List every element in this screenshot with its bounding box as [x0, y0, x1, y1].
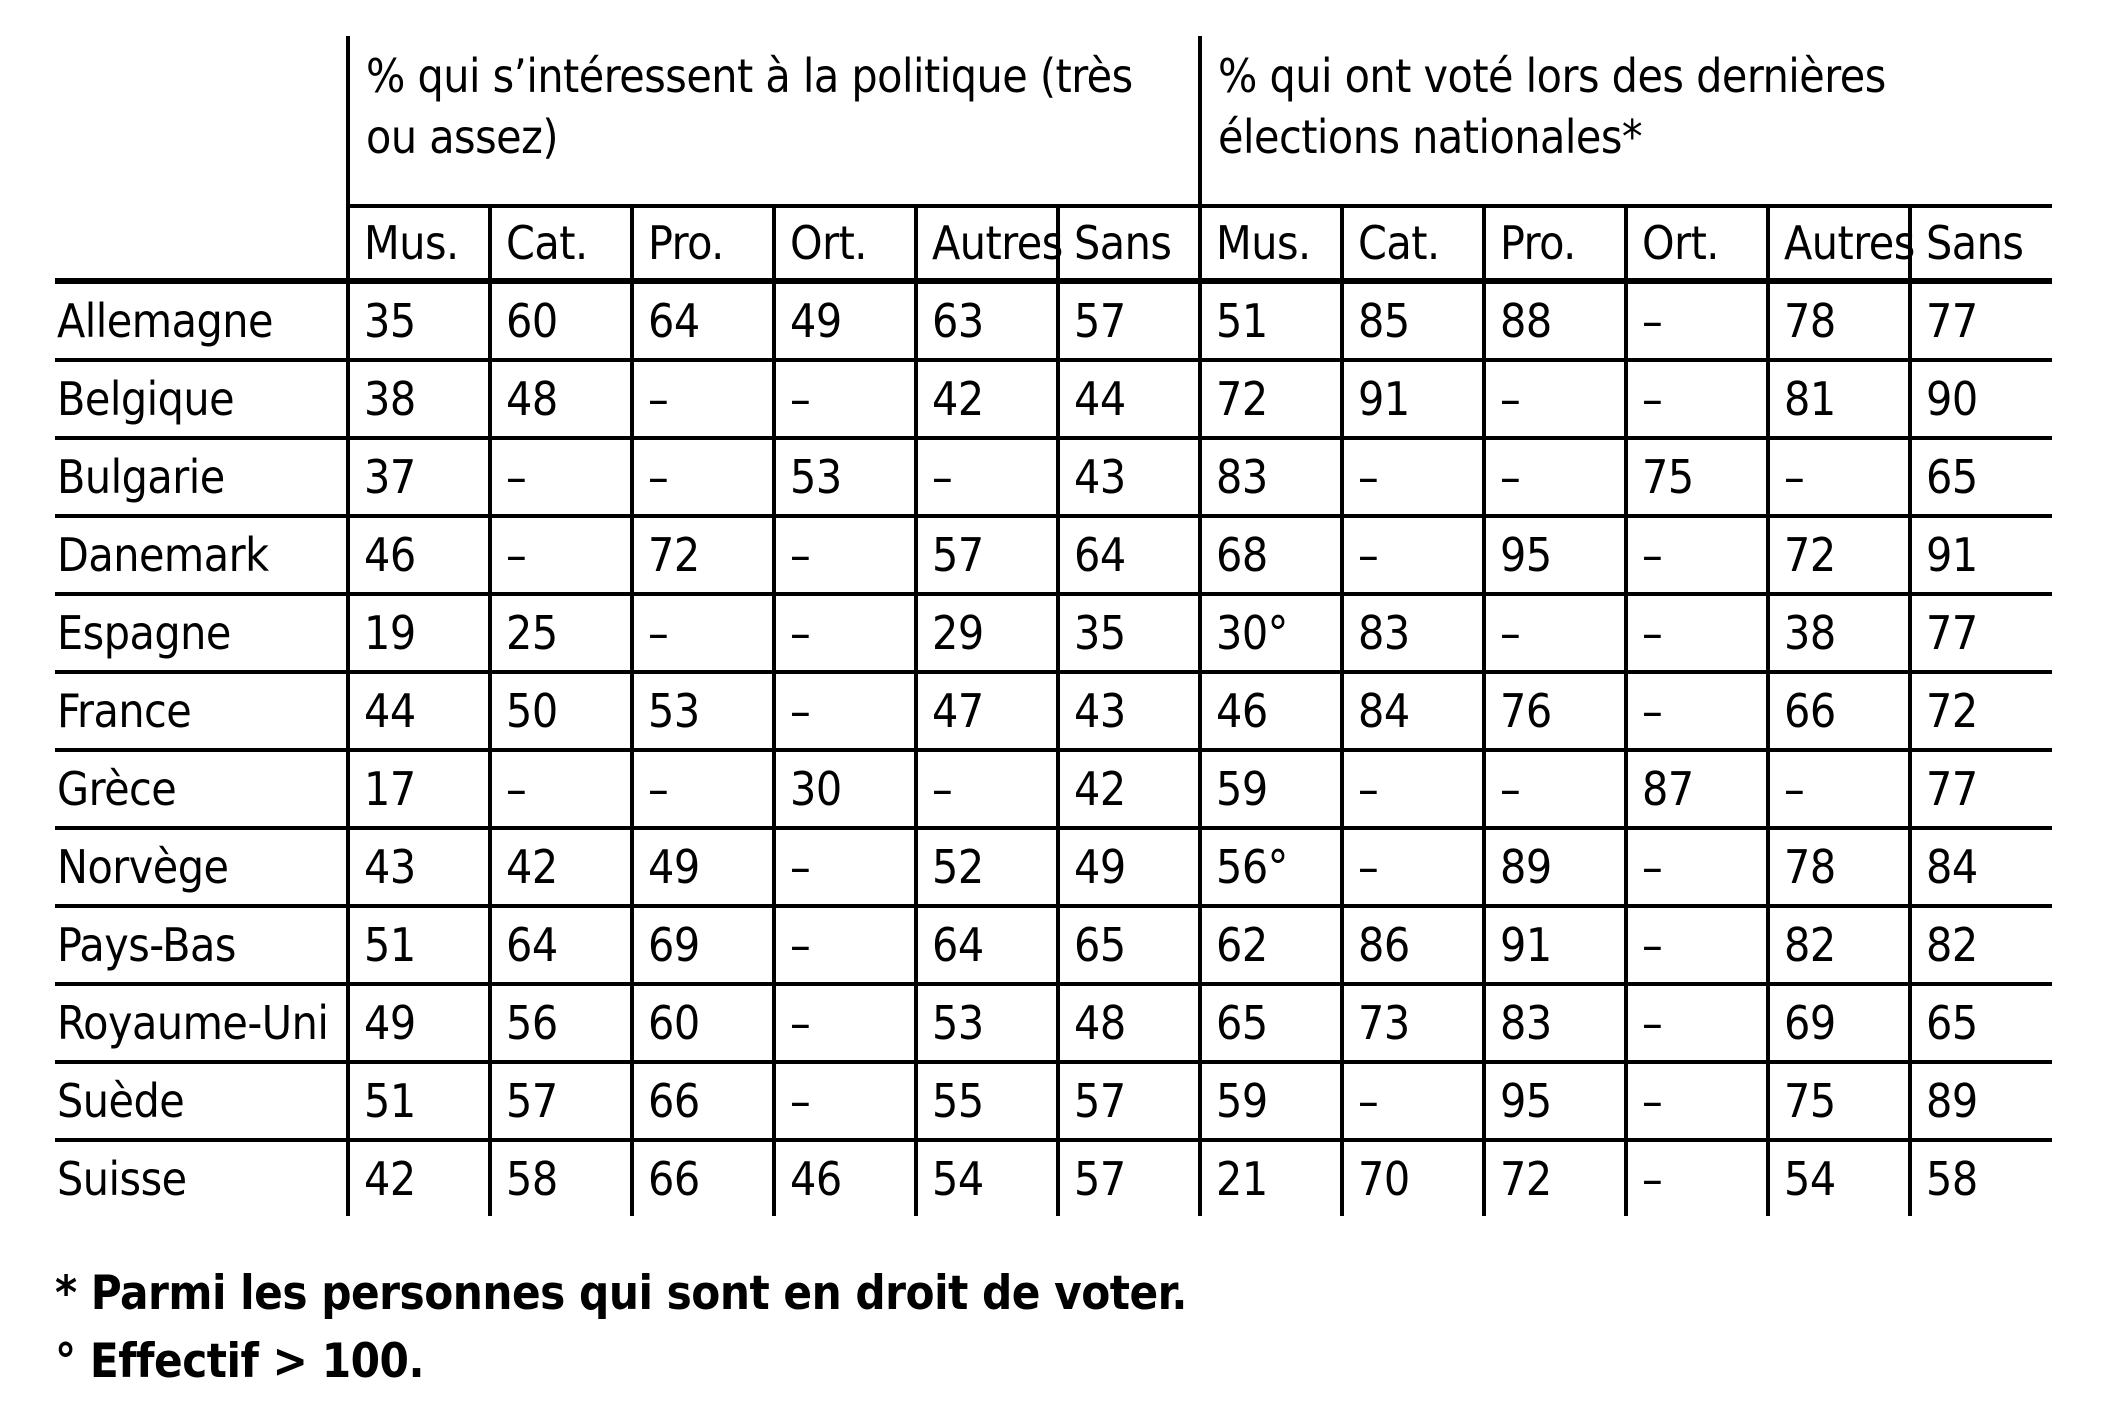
vote-value: 82: [1768, 906, 1910, 984]
vote-value: 68: [1200, 516, 1342, 594]
country-label: Grèce: [55, 750, 348, 828]
country-label: Allemagne: [55, 281, 348, 360]
interest-value: 57: [916, 516, 1058, 594]
vote-value: 89: [1910, 1062, 2052, 1140]
vote-value: 95: [1484, 516, 1626, 594]
vote-value: 78: [1768, 828, 1910, 906]
col-header-g1-sans: Sans: [1058, 206, 1200, 281]
interest-value: –: [916, 438, 1058, 516]
interest-value: 19: [348, 594, 490, 672]
vote-value: 51: [1200, 281, 1342, 360]
interest-value: 49: [1058, 828, 1200, 906]
group-header-row: [55, 36, 2052, 206]
vote-value: –: [1342, 750, 1484, 828]
col-header-g1-cat: Cat.: [490, 206, 632, 281]
religion-politics-table: [55, 36, 2052, 1216]
vote-value: –: [1626, 516, 1768, 594]
interest-value: 30: [774, 750, 916, 828]
interest-value: 57: [1058, 1062, 1200, 1140]
interest-value: 48: [490, 360, 632, 438]
corner-cell: [55, 36, 348, 206]
col-header-g2-cat: Cat.: [1342, 206, 1484, 281]
vote-value: 69: [1768, 984, 1910, 1062]
interest-value: 44: [348, 672, 490, 750]
interest-value: –: [490, 438, 632, 516]
interest-value: 17: [348, 750, 490, 828]
table-row: [55, 594, 2052, 672]
vote-value: 77: [1910, 594, 2052, 672]
vote-value: –: [1484, 360, 1626, 438]
interest-value: 25: [490, 594, 632, 672]
vote-value: 72: [1910, 672, 2052, 750]
interest-value: 52: [916, 828, 1058, 906]
interest-value: 55: [916, 1062, 1058, 1140]
interest-value: 51: [348, 1062, 490, 1140]
interest-value: 64: [632, 281, 774, 360]
interest-value: 63: [916, 281, 1058, 360]
interest-value: 37: [348, 438, 490, 516]
country-label: Belgique: [55, 360, 348, 438]
interest-value: –: [774, 1062, 916, 1140]
vote-value: 83: [1342, 594, 1484, 672]
vote-value: 65: [1910, 438, 2052, 516]
interest-value: –: [774, 906, 916, 984]
vote-value: 76: [1484, 672, 1626, 750]
footnote-effectif: ° Effectif > 100.: [55, 1334, 425, 1390]
vote-value: 65: [1910, 984, 2052, 1062]
interest-value: 66: [632, 1062, 774, 1140]
interest-value: 53: [774, 438, 916, 516]
col-header-g1-ort: Ort.: [774, 206, 916, 281]
vote-value: 75: [1626, 438, 1768, 516]
col-header-g1-mus: Mus.: [348, 206, 490, 281]
vote-value: 89: [1484, 828, 1626, 906]
vote-value: 59: [1200, 750, 1342, 828]
interest-value: 54: [916, 1140, 1058, 1216]
table-row: [55, 750, 2052, 828]
vote-value: 73: [1342, 984, 1484, 1062]
group-header-political-interest: % qui s’intéressent à la politique (très ou assez): [348, 36, 1200, 206]
footnote-voters: * Parmi les personnes qui sont en droit de voter.: [55, 1266, 1187, 1321]
table-body: [55, 281, 2052, 1216]
vote-value: 66: [1768, 672, 1910, 750]
sub-header-row: [55, 206, 2052, 281]
interest-value: 35: [1058, 594, 1200, 672]
interest-value: 50: [490, 672, 632, 750]
col-header-g1-autres: Autres: [916, 206, 1058, 281]
interest-value: 56: [490, 984, 632, 1062]
table-row: [55, 828, 2052, 906]
interest-value: 64: [490, 906, 632, 984]
vote-value: –: [1484, 750, 1626, 828]
vote-value: –: [1768, 750, 1910, 828]
vote-value: 72: [1484, 1140, 1626, 1216]
interest-value: 69: [632, 906, 774, 984]
corner-cell-2: [55, 206, 348, 281]
vote-value: –: [1626, 906, 1768, 984]
interest-value: 49: [632, 828, 774, 906]
vote-value: –: [1626, 281, 1768, 360]
table-row: [55, 1062, 2052, 1140]
vote-value: 72: [1200, 360, 1342, 438]
vote-value: 91: [1342, 360, 1484, 438]
vote-value: –: [1342, 828, 1484, 906]
interest-value: 43: [1058, 672, 1200, 750]
col-header-g2-autres: Autres: [1768, 206, 1910, 281]
vote-value: 83: [1484, 984, 1626, 1062]
col-header-g2-sans: Sans: [1910, 206, 2052, 281]
vote-value: 81: [1768, 360, 1910, 438]
vote-value: 59: [1200, 1062, 1342, 1140]
vote-value: 91: [1910, 516, 2052, 594]
interest-value: 42: [916, 360, 1058, 438]
interest-value: 48: [1058, 984, 1200, 1062]
vote-value: –: [1626, 1140, 1768, 1216]
interest-value: 47: [916, 672, 1058, 750]
interest-value: 60: [632, 984, 774, 1062]
interest-value: 53: [632, 672, 774, 750]
interest-value: –: [632, 360, 774, 438]
table-row: [55, 1140, 2052, 1216]
country-label: Suède: [55, 1062, 348, 1140]
vote-value: 70: [1342, 1140, 1484, 1216]
interest-value: 49: [774, 281, 916, 360]
vote-value: 86: [1342, 906, 1484, 984]
country-label: Royaume-Uni: [55, 984, 348, 1062]
vote-value: 30°: [1200, 594, 1342, 672]
interest-value: 38: [348, 360, 490, 438]
vote-value: 62: [1200, 906, 1342, 984]
col-header-g2-mus: Mus.: [1200, 206, 1342, 281]
interest-value: 42: [348, 1140, 490, 1216]
vote-value: 91: [1484, 906, 1626, 984]
interest-value: 42: [1058, 750, 1200, 828]
country-label: Suisse: [55, 1140, 348, 1216]
vote-value: –: [1484, 594, 1626, 672]
col-header-g2-ort: Ort.: [1626, 206, 1768, 281]
vote-value: 78: [1768, 281, 1910, 360]
interest-value: 64: [1058, 516, 1200, 594]
interest-value: 64: [916, 906, 1058, 984]
interest-value: 29: [916, 594, 1058, 672]
interest-value: 72: [632, 516, 774, 594]
vote-value: 77: [1910, 750, 2052, 828]
group-header-voted: % qui ont voté lors des dernières élections nationales*: [1200, 36, 2052, 206]
interest-value: 58: [490, 1140, 632, 1216]
vote-value: –: [1626, 672, 1768, 750]
footnotes: [55, 1260, 2128, 1396]
interest-value: 43: [348, 828, 490, 906]
vote-value: 84: [1910, 828, 2052, 906]
vote-value: 88: [1484, 281, 1626, 360]
interest-value: 66: [632, 1140, 774, 1216]
interest-value: 35: [348, 281, 490, 360]
interest-value: 44: [1058, 360, 1200, 438]
vote-value: 72: [1768, 516, 1910, 594]
vote-value: –: [1342, 516, 1484, 594]
vote-value: 84: [1342, 672, 1484, 750]
vote-value: –: [1626, 984, 1768, 1062]
vote-value: –: [1626, 360, 1768, 438]
interest-value: 57: [1058, 1140, 1200, 1216]
vote-value: 38: [1768, 594, 1910, 672]
interest-value: –: [632, 750, 774, 828]
vote-value: 95: [1484, 1062, 1626, 1140]
interest-value: 49: [348, 984, 490, 1062]
table-row: [55, 360, 2052, 438]
col-header-g1-pro: Pro.: [632, 206, 774, 281]
vote-value: –: [1342, 438, 1484, 516]
country-label: Bulgarie: [55, 438, 348, 516]
table-row: [55, 672, 2052, 750]
vote-value: 90: [1910, 360, 2052, 438]
vote-value: 58: [1910, 1140, 2052, 1216]
vote-value: 83: [1200, 438, 1342, 516]
interest-value: –: [774, 672, 916, 750]
vote-value: –: [1626, 594, 1768, 672]
interest-value: –: [774, 594, 916, 672]
vote-value: 56°: [1200, 828, 1342, 906]
country-label: Danemark: [55, 516, 348, 594]
vote-value: 82: [1910, 906, 2052, 984]
country-label: France: [55, 672, 348, 750]
country-label: Espagne: [55, 594, 348, 672]
vote-value: 46: [1200, 672, 1342, 750]
vote-value: 54: [1768, 1140, 1910, 1216]
country-label: Pays-Bas: [55, 906, 348, 984]
interest-value: –: [490, 516, 632, 594]
interest-value: 42: [490, 828, 632, 906]
table-row: [55, 984, 2052, 1062]
interest-value: 46: [348, 516, 490, 594]
vote-value: 77: [1910, 281, 2052, 360]
col-header-g2-pro: Pro.: [1484, 206, 1626, 281]
vote-value: 65: [1200, 984, 1342, 1062]
vote-value: –: [1484, 438, 1626, 516]
interest-value: 46: [774, 1140, 916, 1216]
vote-value: –: [1342, 1062, 1484, 1140]
vote-value: 21: [1200, 1140, 1342, 1216]
vote-value: 85: [1342, 281, 1484, 360]
vote-value: 87: [1626, 750, 1768, 828]
vote-value: –: [1626, 1062, 1768, 1140]
vote-value: –: [1768, 438, 1910, 516]
interest-value: –: [774, 516, 916, 594]
interest-value: –: [632, 438, 774, 516]
interest-value: 43: [1058, 438, 1200, 516]
interest-value: 65: [1058, 906, 1200, 984]
interest-value: 57: [490, 1062, 632, 1140]
interest-value: 53: [916, 984, 1058, 1062]
interest-value: –: [490, 750, 632, 828]
table-row: [55, 281, 2052, 360]
interest-value: 57: [1058, 281, 1200, 360]
interest-value: 60: [490, 281, 632, 360]
interest-value: –: [632, 594, 774, 672]
vote-value: 75: [1768, 1062, 1910, 1140]
interest-value: –: [774, 360, 916, 438]
interest-value: 51: [348, 906, 490, 984]
interest-value: –: [774, 828, 916, 906]
table-row: [55, 516, 2052, 594]
table-row: [55, 906, 2052, 984]
table-row: [55, 438, 2052, 516]
interest-value: –: [916, 750, 1058, 828]
vote-value: –: [1626, 828, 1768, 906]
interest-value: –: [774, 984, 916, 1062]
country-label: Norvège: [55, 828, 348, 906]
